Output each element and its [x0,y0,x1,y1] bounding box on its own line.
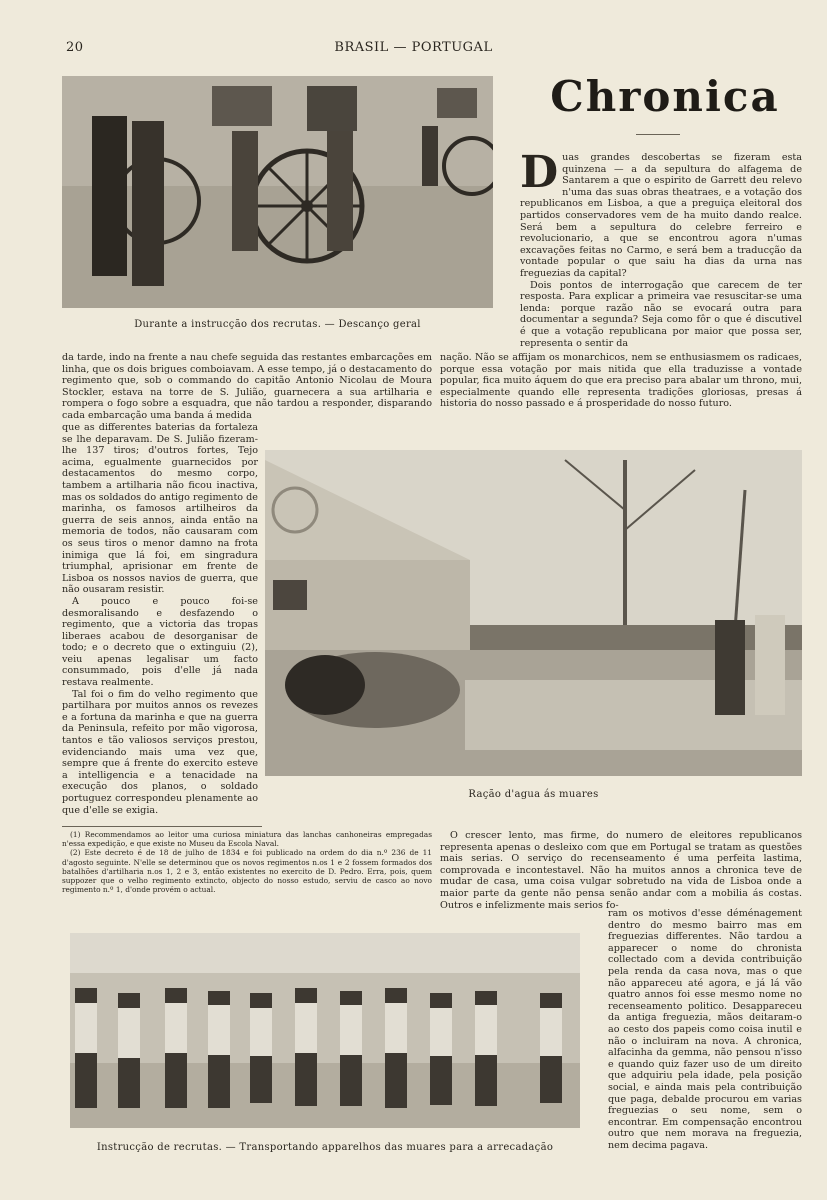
caption-photo3: Instrucção de recrutas. — Transportando apparelhos das muares para a arrecadação [96,1142,554,1153]
regiment-text-top [62,352,432,422]
footnote-1: (1) Recommendamos ao leitor uma curiosa miniatura das lanchas canhoneiras empregadas n'essa expedição, e que existe no Museu da Escola Naval. [62,830,432,849]
chronica-paragraph-2: Dois pontos de interrogação que carecem de ter resposta. Para explicar a primeira vae resuscitar-se uma lenda: porque razão não se evocará outra para documentar a segunda? Seja como fôr o que é discutivel é que a votação republicana por maior que possa ser, representa o sentir da [520,279,802,349]
chronica-bottom-narrow [608,908,802,1156]
chronica-paragraph-3: nação. Não se affijam os monarchicos, nem se enthusiasmem os radicaes, porque essa votação por mais nitida que ella traduzisse a vontade popular, fica muito áquem do que era preciso para abalar um throno, mui, especialmente quando elle representa tradições gloriosas, presas á historia do nosso passado e á prosperidade do nosso futuro. [440,352,802,410]
regiment-text-narrow [62,422,258,820]
drop-cap: D [520,152,559,198]
regiment-paragraph-1: que as differentes baterias da fortaleza se lhe deparavam. De S. Julião fizeram-lhe 137 tiros; d'outros fortes, Tejo acima, egualmente guarnecidos por destacamentos do mesmo corpo, tambem a artilharia não ficou inactiva, mas os soldados do antigo regimento de marinha, os famosos artilheiros da guerra de seis annos, ainda então na memoria de todos, não causaram com os seus tiros o menor damno na frota inimiga que lá foi, em singradura triumphal, aprisionar em frente de Lisboa os nossos navios de guerra, que não ousaram resistir. [62,422,258,596]
footnote-rule [62,826,262,827]
chronica-bottom-wide [440,830,802,910]
title-rule [636,134,680,135]
page-title: Chronica [550,72,780,121]
running-title: BRASIL — PORTUGAL [334,40,493,55]
regiment-paragraph-top: da tarde, indo na frente a nau chefe seguida das restantes embarcações em linha, que os dois brigues comboiavam. A esse tempo, já o destacamento do regimento que, sob o commando do capitão Antonio Nicolau de Moura Stockler, estava na torre de S. Julião, guarnecera a sua artilharia e rompera o fogo sobre a esquadra, que não tardou a responder, disparando cada embarcação uma banda á medida [62,352,432,421]
caption-photo2: Ração d'agua ás muares [468,789,599,800]
footnotes [62,830,432,912]
caption-photo1: Durante a instrucção dos recrutas. — Descanço geral [134,319,421,330]
chronica-paragraph-5: ram os motivos d'esse déménagement dentro do mesmo bairro mas em freguezias differentes. Não tardou a apparecer o nome do chronista collectado com a devida contribuição pela renda da casa nova, mas o que não appareceu até agora, e já lá vão quatro annos foi esse mesmo nome no recenseamento politico. Desappareceu da antiga freguezia, mãos deitaram-o ao cesto dos papeis como coisa inutil e não o incluiram na nova. A chronica, alfacinha da gemma, não pensou n'isso e quando quiz fazer uso de um direito que adquiriu pela idade, pela posição social, e ainda mais pela contribuição que paga, debalde procurou em varias freguezias o seu nome, sem o encontrar. Em compensação encontrou outro que nem morava na freguezia, nem decima pagava. [608,908,802,1151]
photo-recruits-transport [70,933,580,1128]
page-number: 20 [66,40,84,55]
chronica-mid [440,352,802,422]
photo-recruits-rest [62,76,493,308]
footnote-2: (2) Este decreto é de 18 de julho de 1834 e foi publicado na ordem do dia n.º 236 de 11 d'agosto seguinte. N'elle se determinou que os novos regimentos n.os 1 e 2 fossem formados dos batalhões d'artilharia n.os 1, 2 e 3, então existentes no exercito de D. Pedro. Erra, pois, quem suppozer que o velho regimento extincto, objecto do nosso estudo, serviu de casco ao novo regimento n.º 1, d'onde provém o actual. [62,848,432,895]
regiment-paragraph-2: A pouco e pouco foi-se desmoralisando e desfazendo o regimento, que a victoria das tropas liberaes acabou de desorganisar de todo; e o decreto que o extinguiu (2), veiu apenas legalisar um facto consummado, pois d'elle já nada restava realmente. [62,595,258,689]
chronica-paragraph-1: uas grandes descobertas se fizeram esta quinzena — a da sepultura do alfagema de Santarem a que o espirito de Garrett deu relevo n'uma das suas obras theatraes, e a votação dos republicanos em Lisboa, a que a preguiça eleitoral dos partidos conservadores vem de ha muito dando realce. Será bem a sepultura do celebre ferreiro e revolucionario, a que se encontrou agora n'umas excavações feitas no Carmo, e será bem a traducção da vontade popular o que saiu ha dias da urna nas freguezias da capital? [520,152,802,279]
regiment-paragraph-3: Tal foi o fim do velho regimento que partilhara por muitos annos os revezes e a fortuna da marinha e que na guerra da Peninsula, refeito por mão vigorosa, tantos e tão valiosos serviços prestou, evidenciando mais uma vez que, sempre que á frente do exercito esteve a intelligencia e a tenacidade na execução dos planos, o soldado portuguez correspondeu plenamente ao que d'elle se exigia. [62,688,258,816]
chronica-paragraph-4: O crescer lento, mas firme, do numero de eleitores republicanos representa apenas o desleixo com que em Portugal se tratam as questões mais serias. O serviço do recenseamento é uma perfeita lastima, comprovada e incontestavel. Não ha muitos annos a chronica teve de mudar de casa, uma coisa vulgar sobretudo na vida de Lisboa onde a maior parte da gente não pensa senão andar com a mobilia ás costas. Outros e infelizmente mais serios fo- [440,830,802,910]
chronica-intro [520,152,802,358]
photo-mules-water [265,450,802,776]
